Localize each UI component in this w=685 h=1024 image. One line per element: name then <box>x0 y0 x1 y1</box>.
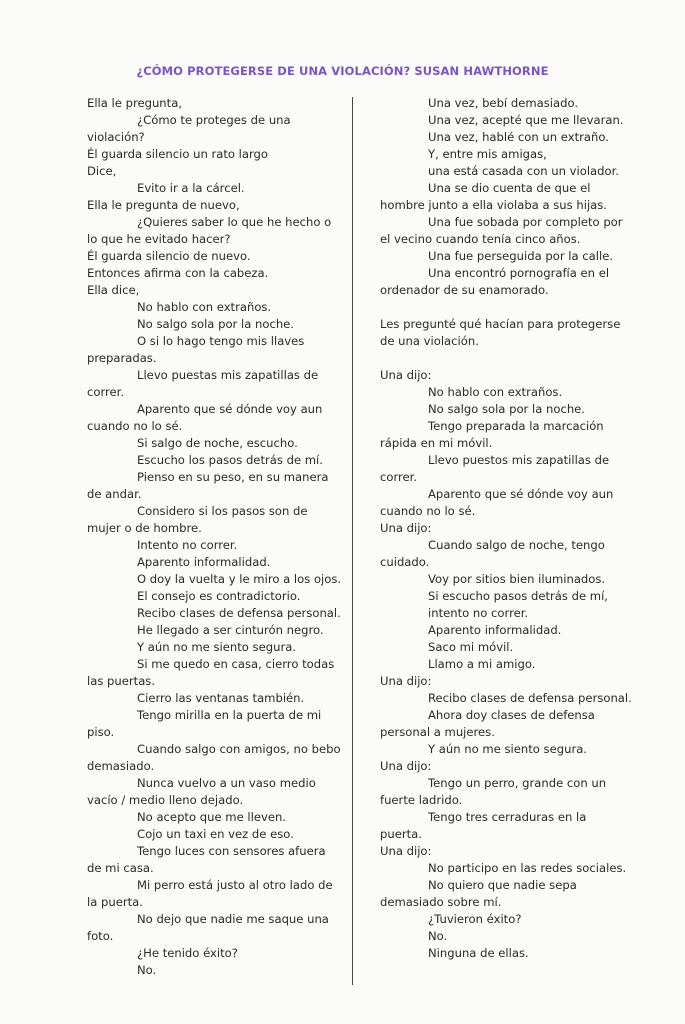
poem-line: No participo en las redes sociales. <box>428 861 627 875</box>
poem-line: ¿He tenido éxito? <box>137 946 238 960</box>
poem-line: He llegado a ser cinturón negro. <box>137 623 324 637</box>
document-title: ¿CÓMO PROTEGERSE DE UNA VIOLACIÓN? SUSAN HAWTHORNE <box>136 64 549 78</box>
poem-line: ¿Cómo te proteges de una <box>137 113 291 127</box>
poem-line: Si me quedo en casa, cierro todas <box>137 657 335 671</box>
poem-line: Saco mi móvil. <box>428 640 514 654</box>
poem-line: Una encontró pornografía en el <box>428 266 610 280</box>
poem-line: Una vez, hablé con un extraño. <box>428 130 609 144</box>
poem-line: O doy la vuelta y le miro a los ojos. <box>137 572 342 586</box>
poem-line: Recibo clases de defensa personal. <box>137 606 341 620</box>
poem-line: correr. <box>87 385 125 399</box>
poem-line: Tengo mirilla en la puerta de mi <box>137 708 322 722</box>
poem-line: Tengo luces con sensores afuera <box>137 844 326 858</box>
poem-line: Una fue sobada por completo por <box>428 215 623 229</box>
poem-line: Cuando salgo de noche, tengo <box>428 538 605 552</box>
poem-line: Una dijo: <box>380 674 432 688</box>
blank-line <box>380 299 630 316</box>
poem-line: Aparento que sé dónde voy aun <box>428 487 614 501</box>
poem-line: Una dijo: <box>380 521 432 535</box>
poem-line: Una dijo: <box>380 368 432 382</box>
poem-line: cuando no lo sé. <box>87 419 183 433</box>
poem-line: Una vez, bebí demasiado. <box>428 96 579 110</box>
poem-line: la puerta. <box>87 895 143 909</box>
poem-line: Él guarda silencio un rato largo <box>87 147 269 161</box>
poem-line: Evito ir a la cárcel. <box>137 181 245 195</box>
poem-line: Y, entre mis amigas, <box>428 147 547 161</box>
right-column <box>380 95 630 962</box>
poem-line: personal a mujeres. <box>380 725 495 739</box>
poem-line: Les pregunté qué hacían para protegerse <box>380 317 621 331</box>
poem-line: Ella le pregunta, <box>87 96 182 110</box>
poem-line: El consejo es contradictorio. <box>137 589 301 603</box>
poem-line: Pienso en su peso, en su manera <box>137 470 329 484</box>
poem-line: preparadas. <box>87 351 157 365</box>
poem-line: Si salgo de noche, escucho. <box>137 436 298 450</box>
poem-line: Una dijo: <box>380 844 432 858</box>
poem-line: Nunca vuelvo a un vaso medio <box>137 776 316 790</box>
poem-line: No salgo sola por la noche. <box>428 402 585 416</box>
poem-line: demasiado. <box>87 759 155 773</box>
poem-line: Llevo puestas mis zapatillas de <box>137 368 319 382</box>
poem-line: rápida en mi móvil. <box>380 436 493 450</box>
poem-line: Entonces afirma con la cabeza. <box>87 266 269 280</box>
poem-line: violación? <box>87 130 145 144</box>
poem-line: No salgo sola por la noche. <box>137 317 294 331</box>
poem-line: Considero si los pasos son de <box>137 504 308 518</box>
poem-line: Una se dio cuenta de que el <box>428 181 591 195</box>
blank-line <box>380 350 630 367</box>
poem-line: lo que he evitado hacer? <box>87 232 231 246</box>
poem-line: Cojo un taxi en vez de eso. <box>137 827 294 841</box>
poem-line: cuando no lo sé. <box>380 504 476 518</box>
poem-line: el vecino cuando tenía cinco años. <box>380 232 581 246</box>
poem-line: Intento no correr. <box>137 538 238 552</box>
poem-line: Dice, <box>87 164 117 178</box>
poem-line: de andar. <box>87 487 142 501</box>
poem-line: demasiado sobre mí. <box>380 895 502 909</box>
poem-line: foto. <box>87 929 114 943</box>
poem-line: de mi casa. <box>87 861 154 875</box>
poem-line: las puertas. <box>87 674 156 688</box>
poem-line: Si escucho pasos detrás de mí, <box>428 589 608 603</box>
poem-line: O si lo hago tengo mis llaves <box>137 334 305 348</box>
poem-line: No hablo con extraños. <box>137 300 272 314</box>
poem-line: Llevo puestos mis zapatillas de <box>428 453 610 467</box>
poem-line: cuidado. <box>380 555 430 569</box>
poem-line: Una dijo: <box>380 759 432 773</box>
poem-line: vacío / medio lleno dejado. <box>87 793 244 807</box>
poem-line: Ella le pregunta de nuevo, <box>87 198 240 212</box>
poem-line: fuerte ladrido. <box>380 793 463 807</box>
poem-line: No hablo con extraños. <box>428 385 563 399</box>
poem-line: Él guarda silencio de nuevo. <box>87 249 251 263</box>
left-column <box>87 95 342 979</box>
poem-line: Recibo clases de defensa personal. <box>428 691 632 705</box>
poem-line: Aparento que sé dónde voy aun <box>137 402 323 416</box>
poem-line: Voy por sitios bien iluminados. <box>428 572 606 586</box>
poem-line: No. <box>428 929 448 943</box>
poem-line: Tengo un perro, grande con un <box>428 776 607 790</box>
column-divider <box>352 97 353 985</box>
poem-line: Aparento informalidad. <box>137 555 271 569</box>
poem-line: Mi perro está justo al otro lado de <box>137 878 333 892</box>
poem-line: No quiero que nadie sepa <box>428 878 577 892</box>
poem-line: Ella dice, <box>87 283 140 297</box>
poem-line: ¿Quieres saber lo que he hecho o <box>137 215 332 229</box>
poem-line: intento no correr. <box>428 606 529 620</box>
poem-line: de una violación. <box>380 334 479 348</box>
poem-line: ¿Tuvieron éxito? <box>428 912 522 926</box>
poem-line: Y aún no me siento segura. <box>428 742 587 756</box>
poem-line: mujer o de hombre. <box>87 521 202 535</box>
poem-line: piso. <box>87 725 115 739</box>
poem-line: Una vez, acepté que me llevaran. <box>428 113 624 127</box>
poem-line: Cierro las ventanas también. <box>137 691 305 705</box>
poem-line: Aparento informalidad. <box>428 623 562 637</box>
poem-line: No dejo que nadie me saque una <box>137 912 329 926</box>
poem-line: Ahora doy clases de defensa <box>428 708 595 722</box>
poem-line: Tengo preparada la marcación <box>428 419 604 433</box>
poem-line: Ninguna de ellas. <box>428 946 529 960</box>
poem-line: No. <box>137 963 157 977</box>
poem-line: una está casada con un violador. <box>428 164 619 178</box>
poem-line: correr. <box>380 470 418 484</box>
poem-line: puerta. <box>380 827 422 841</box>
poem-line: Y aún no me siento segura. <box>137 640 296 654</box>
poem-line: Tengo tres cerraduras en la <box>428 810 587 824</box>
poem-line: Escucho los pasos detrás de mí. <box>137 453 323 467</box>
poem-line: ordenador de su enamorado. <box>380 283 549 297</box>
poem-line: Llamo a mi amigo. <box>428 657 536 671</box>
poem-line: No acepto que me lleven. <box>137 810 286 824</box>
poem-line: hombre junto a ella violaba a sus hijas. <box>380 198 607 212</box>
poem-line: Una fue perseguida por la calle. <box>428 249 614 263</box>
poem-line: Cuando salgo con amigos, no bebo <box>137 742 341 756</box>
